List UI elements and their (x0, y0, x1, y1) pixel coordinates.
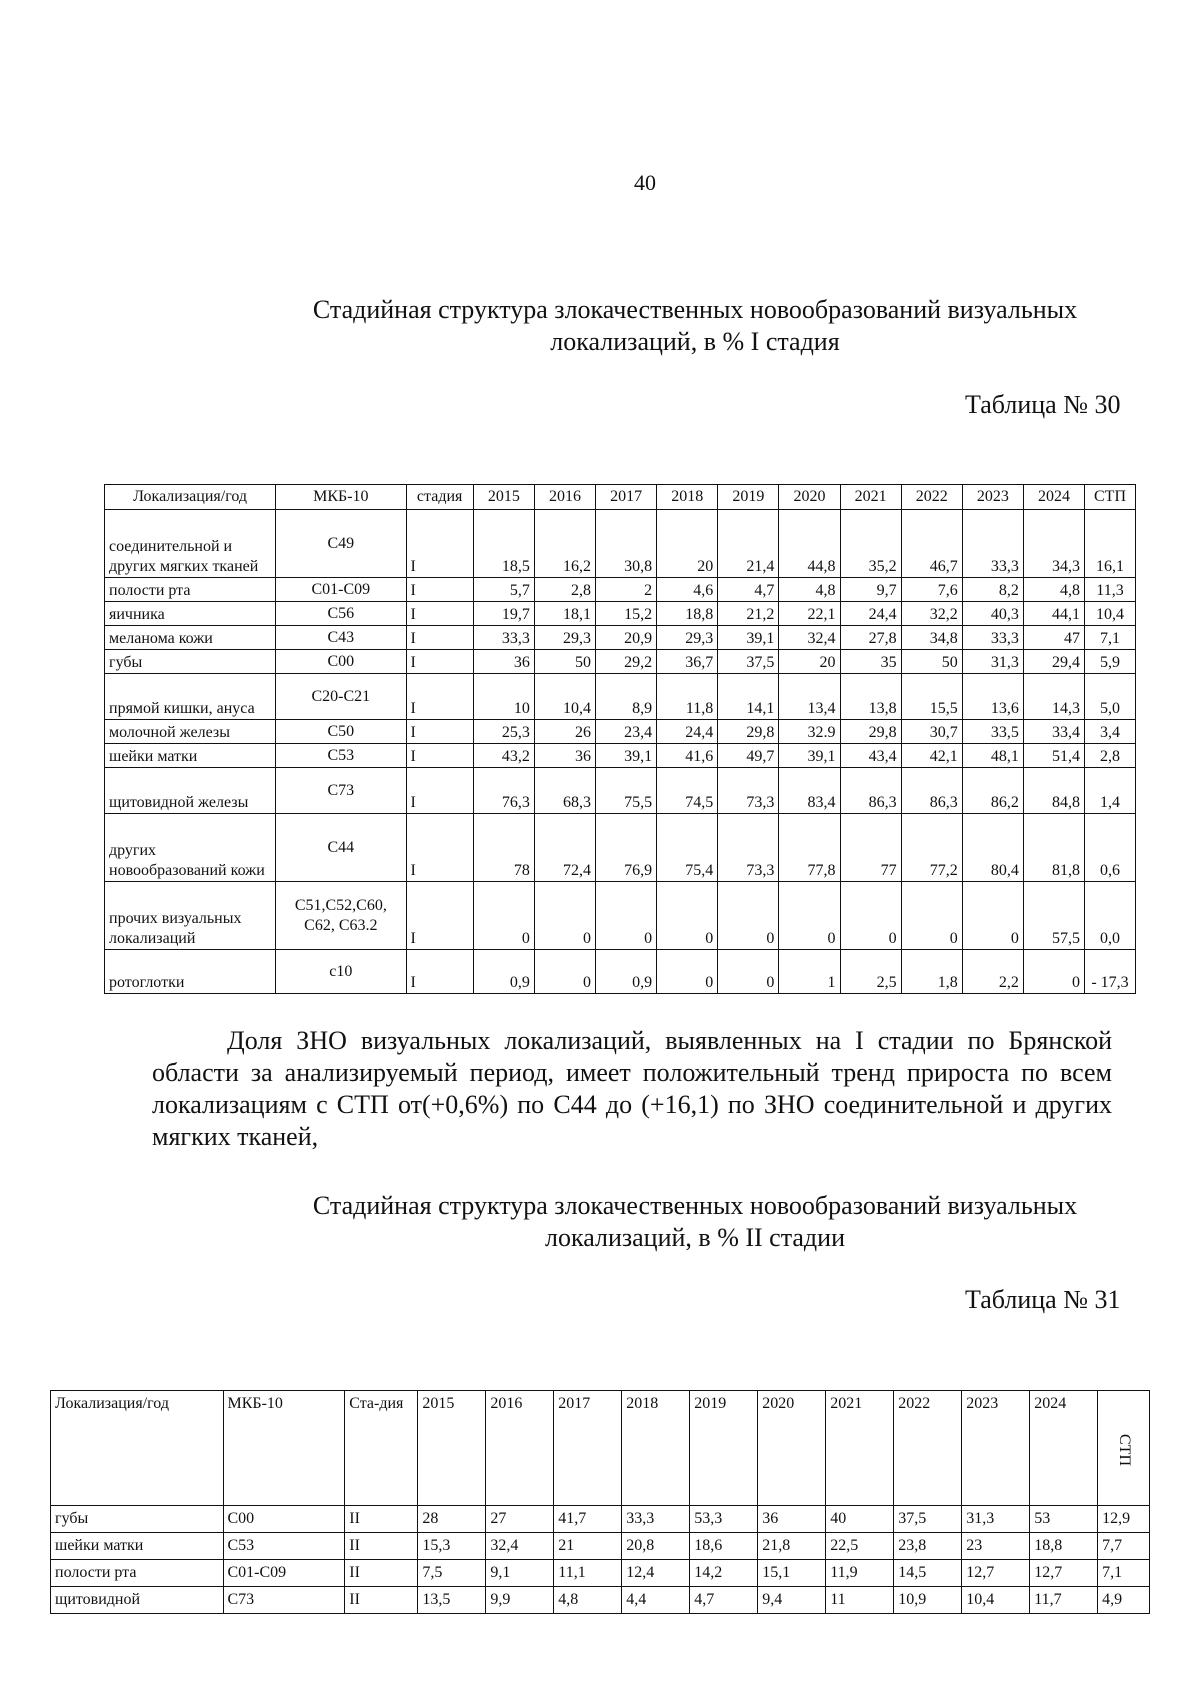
year-value-cell: 77,8 (779, 814, 840, 882)
year-value-cell: 18,8 (1030, 1533, 1098, 1560)
year-value-cell: 10,9 (894, 1587, 962, 1614)
year-value-cell: 4,6 (657, 578, 718, 602)
year-value-cell: 22,5 (826, 1533, 894, 1560)
year-value-cell: 0 (657, 882, 718, 950)
table-row (105, 674, 1136, 720)
year-value-cell: 0 (718, 950, 779, 994)
year-value-cell: 11,8 (657, 674, 718, 720)
icd-code-cell: C50 (276, 720, 406, 744)
stage-cell: I (406, 720, 473, 744)
year-value-cell: 37,5 (718, 650, 779, 674)
table30-header-cell: Локализация/год (105, 485, 276, 510)
stage-cell: II (345, 1560, 418, 1587)
year-value-cell: 29,4 (1023, 650, 1084, 674)
year-value-cell: 15,3 (418, 1533, 486, 1560)
year-value-cell: 29,8 (840, 720, 901, 744)
table30-header-cell: 2020 (779, 485, 840, 510)
table31-title-line1: Стадийная структура злокачественных новообразований визуальных (312, 1191, 1078, 1220)
year-value-cell: 39,1 (596, 744, 657, 768)
table31-header-cell: 2016 (486, 1391, 554, 1506)
year-value-cell: 4,8 (1023, 578, 1084, 602)
table-row (105, 510, 1136, 578)
table31-header-cell (1098, 1391, 1150, 1506)
year-value-cell: 12,4 (622, 1560, 690, 1587)
year-value-cell: 4,7 (690, 1587, 758, 1614)
year-value-cell: 27 (486, 1506, 554, 1533)
icd-code-cell: C73 (276, 768, 406, 814)
stp-cell: 0,0 (1085, 882, 1136, 950)
year-value-cell: 33,5 (962, 720, 1023, 744)
table31-header-cell: 2021 (826, 1391, 894, 1506)
table-row (105, 602, 1136, 626)
year-value-cell: 33,3 (622, 1506, 690, 1533)
year-value-cell: 13,4 (779, 674, 840, 720)
table31-title-line2: локализаций, в % II стадии (545, 1223, 845, 1252)
year-value-cell: 49,7 (718, 744, 779, 768)
year-value-cell: 9,9 (486, 1587, 554, 1614)
year-value-cell: 30,8 (596, 510, 657, 578)
table31-header-row (51, 1391, 1150, 1506)
year-value-cell: 11,7 (1030, 1587, 1098, 1614)
year-value-cell: 77 (840, 814, 901, 882)
year-value-cell: 0 (1023, 950, 1084, 994)
year-value-cell: 4,8 (779, 578, 840, 602)
year-value-cell: 15,5 (901, 674, 962, 720)
year-value-cell: 20 (779, 650, 840, 674)
localization-cell: прочих визуальных локализаций (105, 882, 276, 950)
icd-code-cell: C53 (276, 744, 406, 768)
table30-header-cell: 2021 (840, 485, 901, 510)
year-value-cell: 12,7 (1030, 1560, 1098, 1587)
year-value-cell: 33,3 (473, 626, 534, 650)
table30-header-cell: стадия (406, 485, 473, 510)
table30-header-cell: 2015 (473, 485, 534, 510)
year-value-cell: 80,4 (962, 814, 1023, 882)
year-value-cell: 18,5 (473, 510, 534, 578)
year-value-cell: 29,3 (657, 626, 718, 650)
localization-cell: полости рта (51, 1560, 224, 1587)
year-value-cell: 24,4 (840, 602, 901, 626)
year-value-cell: 23 (962, 1533, 1030, 1560)
localization-cell: шейки матки (51, 1533, 224, 1560)
localization-cell: соединительной и других мягких тканей (105, 510, 276, 578)
year-value-cell: 33,3 (962, 510, 1023, 578)
year-value-cell: 36,7 (657, 650, 718, 674)
table31-header-cell: 2020 (758, 1391, 826, 1506)
year-value-cell: 8,9 (596, 674, 657, 720)
year-value-cell: 74,5 (657, 768, 718, 814)
year-value-cell: 86,3 (840, 768, 901, 814)
year-value-cell: 41,6 (657, 744, 718, 768)
stage-cell: I (406, 768, 473, 814)
year-value-cell: 2,5 (840, 950, 901, 994)
year-value-cell: 26 (534, 720, 595, 744)
table31-label: Таблица № 31 (965, 1285, 1121, 1314)
icd-code-cell: c10 (276, 950, 406, 994)
year-value-cell: 40 (826, 1506, 894, 1533)
stp-cell: 5,9 (1085, 650, 1136, 674)
year-value-cell: 21,4 (718, 510, 779, 578)
year-value-cell: 75,5 (596, 768, 657, 814)
table31-header-cell: Локализация/год (51, 1391, 224, 1506)
table30-label: Таблица № 30 (965, 390, 1121, 419)
year-value-cell: 9,7 (840, 578, 901, 602)
year-value-cell: 75,4 (657, 814, 718, 882)
year-value-cell: 73,3 (718, 814, 779, 882)
year-value-cell: 16,2 (534, 510, 595, 578)
year-value-cell: 36 (534, 744, 595, 768)
year-value-cell: 28 (418, 1506, 486, 1533)
year-value-cell: 76,3 (473, 768, 534, 814)
table-row (105, 650, 1136, 674)
year-value-cell: 68,3 (534, 768, 595, 814)
year-value-cell: 39,1 (718, 626, 779, 650)
year-value-cell: 0 (473, 882, 534, 950)
year-value-cell: 4,4 (622, 1587, 690, 1614)
year-value-cell: 18,1 (534, 602, 595, 626)
year-value-cell: 1,8 (901, 950, 962, 994)
year-value-cell: 5,7 (473, 578, 534, 602)
table31-header-cell: 2018 (622, 1391, 690, 1506)
table30-header-cell: 2017 (596, 485, 657, 510)
stage-cell: II (345, 1533, 418, 1560)
table-row (105, 626, 1136, 650)
table31-header-cell: МКБ-10 (223, 1391, 345, 1506)
stage-cell: I (406, 744, 473, 768)
table31-title (270, 1190, 1120, 1254)
table31-header-cell: 2019 (690, 1391, 758, 1506)
localization-cell: губы (51, 1506, 224, 1533)
year-value-cell: 37,5 (894, 1506, 962, 1533)
year-value-cell: 0 (901, 882, 962, 950)
year-value-cell: 25,3 (473, 720, 534, 744)
year-value-cell: 13,5 (418, 1587, 486, 1614)
year-value-cell: 35 (840, 650, 901, 674)
year-value-cell: 9,4 (758, 1587, 826, 1614)
icd-code-cell: C53 (223, 1533, 345, 1560)
table-row (105, 744, 1136, 768)
year-value-cell: 34,8 (901, 626, 962, 650)
year-value-cell: 8,2 (962, 578, 1023, 602)
stage-cell: I (406, 814, 473, 882)
year-value-cell: 7,6 (901, 578, 962, 602)
year-value-cell: 48,1 (962, 744, 1023, 768)
stp-cell: 0,6 (1085, 814, 1136, 882)
icd-code-cell: C49 (276, 510, 406, 578)
year-value-cell: 0,9 (473, 950, 534, 994)
localization-cell: ротоглотки (105, 950, 276, 994)
stage-cell: I (406, 882, 473, 950)
year-value-cell: 11,9 (826, 1560, 894, 1587)
year-value-cell: 14,5 (894, 1560, 962, 1587)
year-value-cell: 14,1 (718, 674, 779, 720)
year-value-cell: 33,4 (1023, 720, 1084, 744)
table30-header-cell: 2018 (657, 485, 718, 510)
table-row (105, 882, 1136, 950)
year-value-cell: 2,8 (534, 578, 595, 602)
year-value-cell: 35,2 (840, 510, 901, 578)
table-row (105, 720, 1136, 744)
year-value-cell: 44,1 (1023, 602, 1084, 626)
year-value-cell: 29,2 (596, 650, 657, 674)
year-value-cell: 39,1 (779, 744, 840, 768)
year-value-cell: 81,8 (1023, 814, 1084, 882)
year-value-cell: 33,3 (962, 626, 1023, 650)
localization-cell: шейки матки (105, 744, 276, 768)
year-value-cell: 15,2 (596, 602, 657, 626)
stp-cell: 16,1 (1085, 510, 1136, 578)
table30-header-cell: СТП (1085, 485, 1136, 510)
year-value-cell: 43,2 (473, 744, 534, 768)
table30-header-cell: 2019 (718, 485, 779, 510)
year-value-cell: 10 (473, 674, 534, 720)
table31-header-cell: 2015 (418, 1391, 486, 1506)
localization-cell: губы (105, 650, 276, 674)
year-value-cell: 50 (534, 650, 595, 674)
year-value-cell: 7,5 (418, 1560, 486, 1587)
year-value-cell: 4,8 (554, 1587, 622, 1614)
stp-cell: - 17,3 (1085, 950, 1136, 994)
icd-code-cell: C73 (223, 1587, 345, 1614)
table30-title-line1: Стадийная структура злокачественных новообразований визуальных (312, 295, 1078, 324)
table30-header-cell: 2024 (1023, 485, 1084, 510)
year-value-cell: 36 (473, 650, 534, 674)
year-value-cell: 20,9 (596, 626, 657, 650)
table31-header-cell: 2023 (962, 1391, 1030, 1506)
page-number: 40 (634, 170, 656, 195)
year-value-cell: 44,8 (779, 510, 840, 578)
stp-cell: 7,1 (1085, 626, 1136, 650)
year-value-cell: 0 (840, 882, 901, 950)
year-value-cell: 86,2 (962, 768, 1023, 814)
year-value-cell: 50 (901, 650, 962, 674)
table-row (105, 950, 1136, 994)
table30-header-cell: МКБ-10 (276, 485, 406, 510)
year-value-cell: 43,4 (840, 744, 901, 768)
year-value-cell: 77,2 (901, 814, 962, 882)
localization-cell: полости рта (105, 578, 276, 602)
year-value-cell: 23,8 (894, 1533, 962, 1560)
year-value-cell: 14,2 (690, 1560, 758, 1587)
year-value-cell: 0 (534, 882, 595, 950)
stp-cell: 11,3 (1085, 578, 1136, 602)
year-value-cell: 22,1 (779, 602, 840, 626)
year-value-cell: 34,3 (1023, 510, 1084, 578)
year-value-cell: 21,2 (718, 602, 779, 626)
table31-header-cell: Ста-дия (345, 1391, 418, 1506)
year-value-cell: 20 (657, 510, 718, 578)
year-value-cell: 36 (758, 1506, 826, 1533)
year-value-cell: 0,9 (596, 950, 657, 994)
year-value-cell: 72,4 (534, 814, 595, 882)
icd-code-cell: C01-C09 (223, 1560, 345, 1587)
year-value-cell: 30,7 (901, 720, 962, 744)
stage-cell: I (406, 510, 473, 578)
table31-header-label: СТП (1115, 1434, 1133, 1466)
year-value-cell: 11,1 (554, 1560, 622, 1587)
year-value-cell: 46,7 (901, 510, 962, 578)
localization-cell: щитовидной (51, 1587, 224, 1614)
stage-cell: I (406, 578, 473, 602)
year-value-cell: 20,8 (622, 1533, 690, 1560)
icd-code-cell: C01-C09 (276, 578, 406, 602)
stage-cell: I (406, 950, 473, 994)
table30-title (270, 294, 1120, 358)
stage-cell: I (406, 626, 473, 650)
year-value-cell: 0 (962, 882, 1023, 950)
table-row (105, 578, 1136, 602)
year-value-cell: 27,8 (840, 626, 901, 650)
year-value-cell: 57,5 (1023, 882, 1084, 950)
localization-cell: других новообразований кожи (105, 814, 276, 882)
year-value-cell: 12,7 (962, 1560, 1030, 1587)
year-value-cell: 0 (596, 882, 657, 950)
stp-cell: 7,7 (1098, 1533, 1150, 1560)
year-value-cell: 29,8 (718, 720, 779, 744)
year-value-cell: 10,4 (534, 674, 595, 720)
year-value-cell: 42,1 (901, 744, 962, 768)
year-value-cell: 2 (596, 578, 657, 602)
year-value-cell: 29,3 (534, 626, 595, 650)
stp-cell: 5,0 (1085, 674, 1136, 720)
year-value-cell: 47 (1023, 626, 1084, 650)
year-value-cell: 86,3 (901, 768, 962, 814)
analysis-paragraph: Доля ЗНО визуальных локализаций, выявленных на I стадии по Брянской области за анализируемый период, имеет положительный тренд прироста по всем локализациям с СТП от(+0,6%) по С44 до (+16,1) по ЗНО соединительной и других мягких тканей, (152, 1026, 1112, 1151)
year-value-cell: 21,8 (758, 1533, 826, 1560)
stage-cell: II (345, 1587, 418, 1614)
year-value-cell: 83,4 (779, 768, 840, 814)
table31-header-cell: 2022 (894, 1391, 962, 1506)
year-value-cell: 73,3 (718, 768, 779, 814)
year-value-cell: 41,7 (554, 1506, 622, 1533)
year-value-cell: 31,3 (962, 1506, 1030, 1533)
icd-code-cell: C44 (276, 814, 406, 882)
year-value-cell: 24,4 (657, 720, 718, 744)
year-value-cell: 53,3 (690, 1506, 758, 1533)
localization-cell: яичника (105, 602, 276, 626)
stp-cell: 3,4 (1085, 720, 1136, 744)
year-value-cell: 23,4 (596, 720, 657, 744)
year-value-cell: 10,4 (962, 1587, 1030, 1614)
year-value-cell: 51,4 (1023, 744, 1084, 768)
year-value-cell: 76,9 (596, 814, 657, 882)
table-31 (50, 1390, 1150, 1614)
year-value-cell: 15,1 (758, 1560, 826, 1587)
table31-header-cell: 2024 (1030, 1391, 1098, 1506)
year-value-cell: 21 (554, 1533, 622, 1560)
year-value-cell: 32.9 (779, 720, 840, 744)
table-row (51, 1560, 1150, 1587)
icd-code-cell: C51,C52,C60, C62, C63.2 (276, 882, 406, 950)
table-row (51, 1587, 1150, 1614)
stp-cell: 7,1 (1098, 1560, 1150, 1587)
year-value-cell: 84,8 (1023, 768, 1084, 814)
stage-cell: II (345, 1506, 418, 1533)
table30-header-cell: 2016 (534, 485, 595, 510)
year-value-cell: 32,2 (901, 602, 962, 626)
year-value-cell: 11 (826, 1587, 894, 1614)
localization-cell: прямой кишки, ануса (105, 674, 276, 720)
table30-header-row (105, 485, 1136, 510)
year-value-cell: 78 (473, 814, 534, 882)
year-value-cell: 13,8 (840, 674, 901, 720)
table-row (51, 1533, 1150, 1560)
year-value-cell: 18,8 (657, 602, 718, 626)
table-row (105, 768, 1136, 814)
year-value-cell: 14,3 (1023, 674, 1084, 720)
year-value-cell: 19,7 (473, 602, 534, 626)
year-value-cell: 40,3 (962, 602, 1023, 626)
icd-code-cell: C56 (276, 602, 406, 626)
icd-code-cell: C00 (223, 1506, 345, 1533)
stage-cell: I (406, 674, 473, 720)
stage-cell: I (406, 602, 473, 626)
year-value-cell: 32,4 (486, 1533, 554, 1560)
year-value-cell: 0 (657, 950, 718, 994)
localization-cell: меланома кожи (105, 626, 276, 650)
year-value-cell: 1 (779, 950, 840, 994)
table30-title-line2: локализаций, в % I стадия (550, 327, 840, 356)
stp-cell: 12,9 (1098, 1506, 1150, 1533)
icd-code-cell: C43 (276, 626, 406, 650)
year-value-cell: 32,4 (779, 626, 840, 650)
table31-header-cell: 2017 (554, 1391, 622, 1506)
localization-cell: щитовидной железы (105, 768, 276, 814)
localization-cell: молочной железы (105, 720, 276, 744)
year-value-cell: 0 (718, 882, 779, 950)
year-value-cell: 13,6 (962, 674, 1023, 720)
stp-cell: 4,9 (1098, 1587, 1150, 1614)
table30-header-cell: 2022 (901, 485, 962, 510)
year-value-cell: 18,6 (690, 1533, 758, 1560)
table30-header-cell: 2023 (962, 485, 1023, 510)
year-value-cell: 31,3 (962, 650, 1023, 674)
table-row (105, 814, 1136, 882)
table-30 (104, 484, 1136, 994)
year-value-cell: 53 (1030, 1506, 1098, 1533)
year-value-cell: 4,7 (718, 578, 779, 602)
stage-cell: I (406, 650, 473, 674)
stp-cell: 2,8 (1085, 744, 1136, 768)
table-row (51, 1506, 1150, 1533)
year-value-cell: 0 (779, 882, 840, 950)
icd-code-cell: C20-C21 (276, 674, 406, 720)
year-value-cell: 0 (534, 950, 595, 994)
icd-code-cell: C00 (276, 650, 406, 674)
year-value-cell: 9,1 (486, 1560, 554, 1587)
year-value-cell: 2,2 (962, 950, 1023, 994)
stp-cell: 10,4 (1085, 602, 1136, 626)
stp-cell: 1,4 (1085, 768, 1136, 814)
